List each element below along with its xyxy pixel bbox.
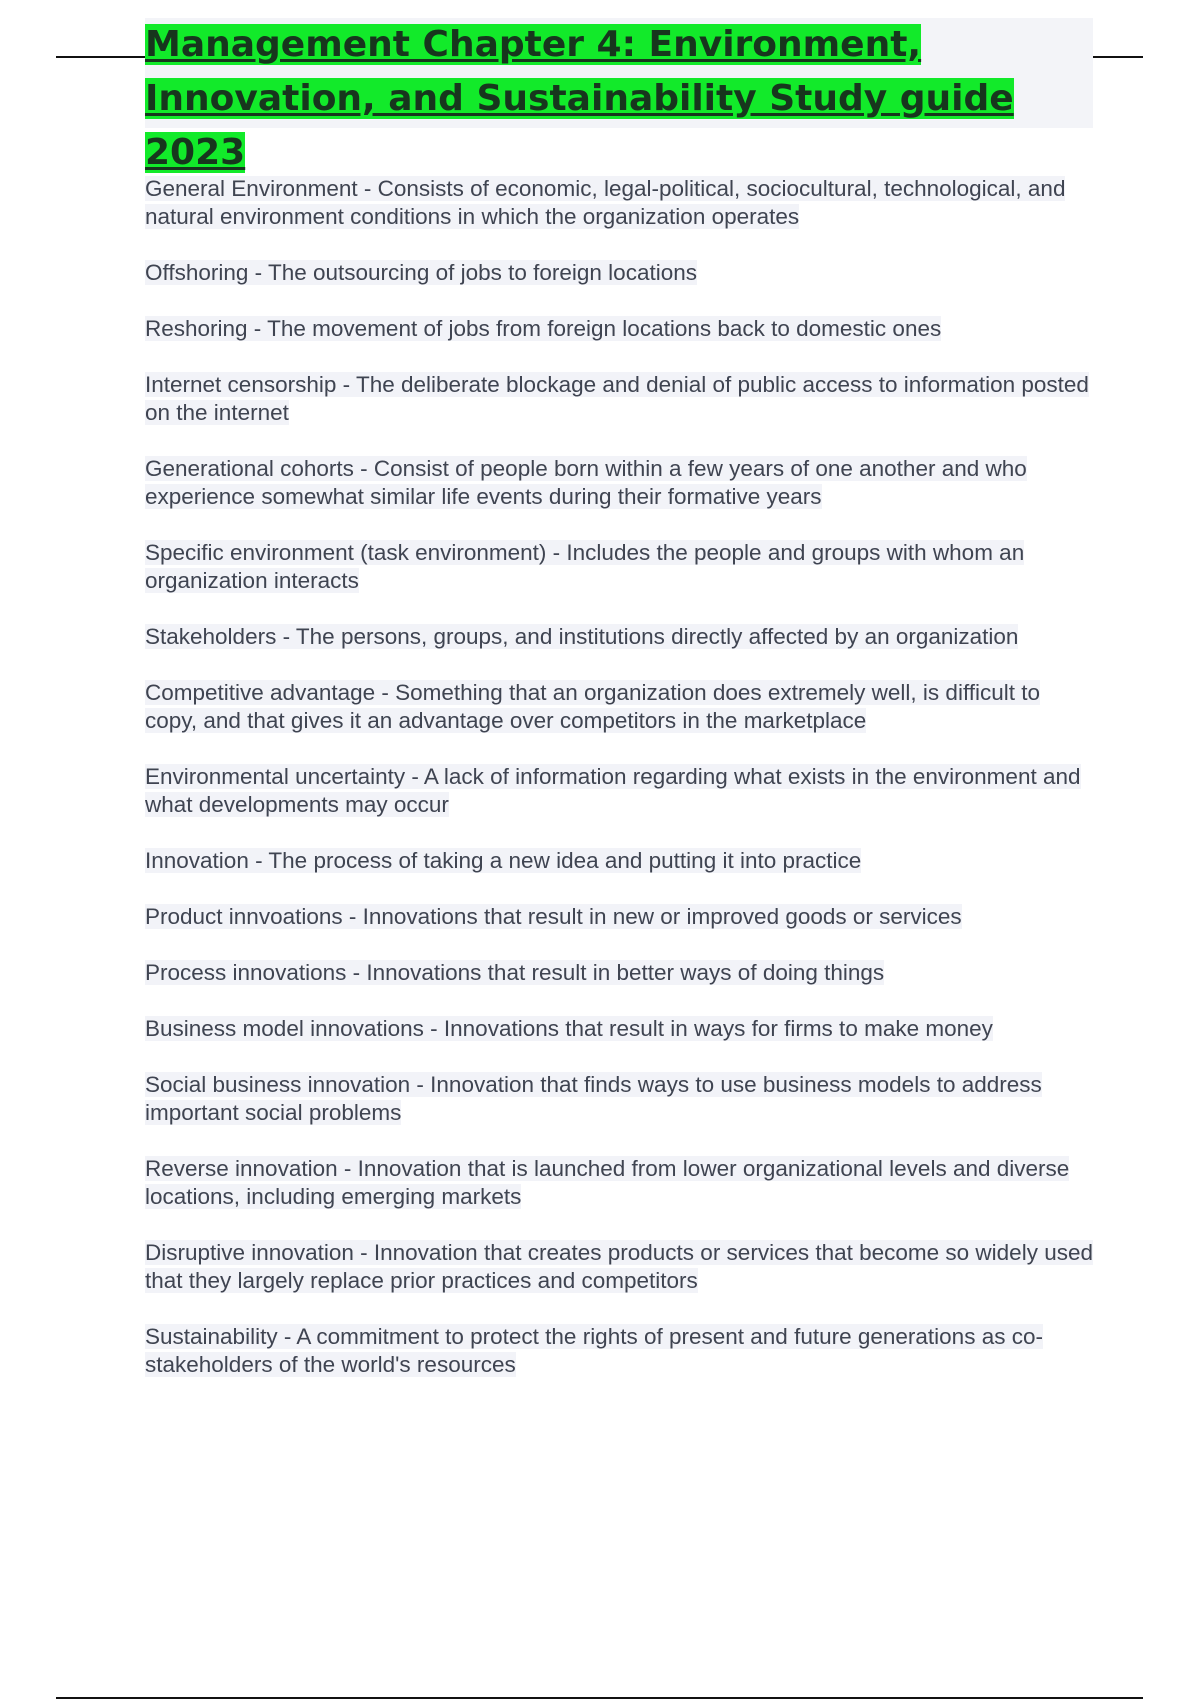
term-sustainability: Sustainability - A commitment to protect the rights of present and future generations as co-stakeholders of the world's resources: [145, 1324, 1043, 1377]
term-offshoring: Offshoring - The outsourcing of jobs to foreign locations: [145, 260, 697, 285]
title-block: [145, 18, 1093, 173]
page-title: Management Chapter 4: Environment, Innovation, and Sustainability Study guide 2023: [145, 24, 1014, 173]
term-internet-censorship: Internet censorship - The deliberate blockage and denial of public access to information posted on the internet: [145, 372, 1089, 425]
term-social-business-innovation: Social business innovation - Innovation that finds ways to use business models to address important social problems: [145, 1072, 1042, 1125]
term-reshoring: Reshoring - The movement of jobs from foreign locations back to domestic ones: [145, 316, 942, 341]
term-environmental-uncertainty: Environmental uncertainty - A lack of information regarding what exists in the environment and what developments may occur: [145, 764, 1081, 817]
header-rule-right: [1093, 56, 1143, 58]
term-general-environment: General Environment - Consists of economic, legal-political, sociocultural, technological, and natural environment conditions in which the organization operates: [145, 176, 1066, 229]
term-disruptive-innovation: Disruptive innovation - Innovation that creates products or services that become so widely used that they largely replace prior practices and competitors: [145, 1240, 1093, 1293]
term-specific-environment: Specific environment (task environment) - Includes the people and groups with whom an organization interacts: [145, 540, 1025, 593]
term-business-model-innovations: Business model innovations - Innovations that result in ways for firms to make money: [145, 1016, 993, 1041]
term-list: [145, 175, 1095, 1407]
header-rule-left: [56, 56, 146, 58]
footer-rule: [56, 1697, 1143, 1699]
term-innovation: Innovation - The process of taking a new idea and putting it into practice: [145, 848, 862, 873]
term-product-innovations: Product innvoations - Innovations that result in new or improved goods or services: [145, 904, 962, 929]
term-reverse-innovation: Reverse innovation - Innovation that is launched from lower organizational levels and diverse locations, including emerging markets: [145, 1156, 1070, 1209]
term-process-innovations: Process innovations - Innovations that result in better ways of doing things: [145, 960, 885, 985]
term-stakeholders: Stakeholders - The persons, groups, and institutions directly affected by an organization: [145, 624, 1019, 649]
term-competitive-advantage: Competitive advantage - Something that an organization does extremely well, is difficult to copy, and that gives it an advantage over competitors in the marketplace: [145, 680, 1041, 733]
term-generational-cohorts: Generational cohorts - Consist of people born within a few years of one another and who experience somewhat similar life events during their formative years: [145, 456, 1027, 509]
